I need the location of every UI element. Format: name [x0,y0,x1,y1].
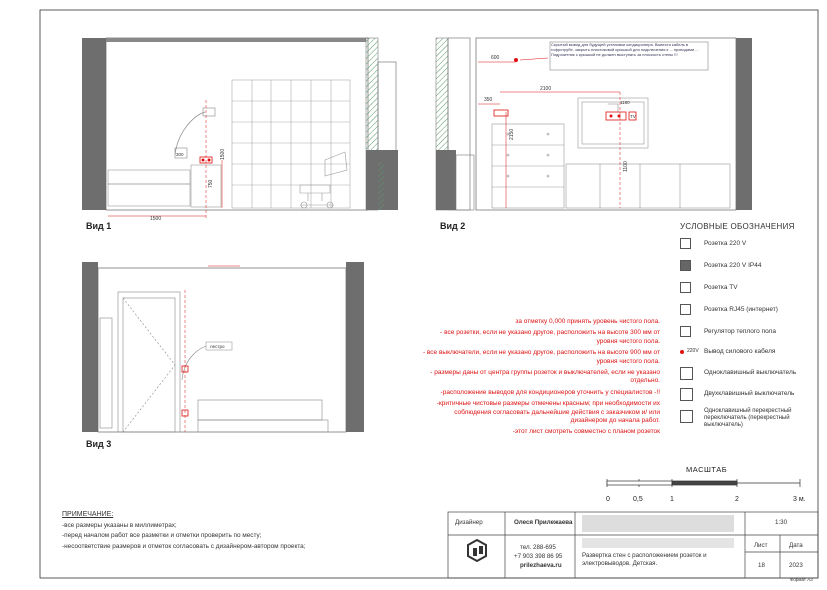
redacted-field-2 [582,538,734,548]
v2-dim-600: 600 [491,55,500,61]
cross-switch-icon [680,410,693,423]
tb-phone: тел. 288-695 [520,544,556,551]
view-1-label: Вид 1 [86,221,112,231]
scale-tick-label: 2 [735,496,739,503]
legend-label: Одноклавишный выключатель [704,369,797,376]
legend-item [676,238,826,252]
single-switch-icon [680,367,693,380]
legend-label: Розетка 220 V IP44 [704,262,762,269]
tb-year: 2023 [789,562,803,569]
tb-format: Формат А3 [790,577,813,582]
scale [604,465,814,510]
view-3-label: Вид 3 [86,439,112,449]
view-1-drawing [82,38,398,218]
v1-wall-left [82,38,106,210]
legend-label: Розетка TV [704,284,738,291]
red-note-line: - размеры даны от центра группы розеток и выключателей, если не указано отдельно. [430,369,660,385]
legend-item [676,346,826,360]
tb-date-label: Дата [789,542,803,549]
tb-sheet-label: Лист [754,542,768,549]
red-note-line: -этот лист смотреть совместно с планом розеток [512,428,660,436]
v2-callout: Скрытый вывод для будущей установки кондиционера. Вывести кабель в гофротрубе, закрыть пластиковой крышкой для подключения к ... проводами ... Подрозетник с крышкой не должен выступать за плоскость стены !!! [551,43,699,57]
double-switch-icon [680,388,693,401]
legend-label: Вывод силового кабеля [704,348,776,355]
tb-mobile: +7 903 398 86 95 [514,553,563,560]
tv-socket-icon [680,282,691,293]
legend-item [676,260,826,274]
note-line: -перед началом работ все разметки и отметки проверить по месту; [62,532,262,539]
redacted-field [582,515,734,532]
scale-tick-label: 3 м. [793,496,806,503]
v1-dim-width: 1500 [150,216,162,222]
legend-item [676,408,826,428]
legend-label: Розетка 220 V [704,240,747,247]
legend-label: Одноклавишный перекрестный переключатель (перекрестный выключатель) [704,408,792,428]
v1-dim-s1: 300 [176,152,184,157]
legend-item [676,282,826,296]
notes-header: ПРИМЕЧАНИЕ: [62,511,114,518]
legend-title: УСЛОВНЫЕ ОБОЗНАЧЕНИЯ [680,222,795,231]
red-note-line: -критичные чистовые размеры отмечены красным; при необходимости их соблюдения согласовать дальнейшие действия с заказчиком и/ или дизайнером до начала работ. [436,400,660,425]
tb-site: prilezhaeva.ru [520,562,562,569]
v2-dim-2150: 2150 [509,128,515,140]
legend-prefix: 220V [687,348,699,354]
red-notes [418,318,660,440]
scale-tick-label: 1 [670,496,674,503]
legend-item [676,326,826,340]
scale-tick-label: 0 [606,496,610,503]
tb-name: Олеся Прилежаева [514,519,573,526]
v2-dim-1100: 1100 [623,161,629,172]
v1-dim-h2: 750 [208,179,214,188]
scale-title: МАСШТАБ [686,465,728,474]
v2-dim-1180: 1180 [620,100,630,105]
power-cable-outlet-icon [680,350,684,354]
legend-label: Розетка RJ45 (интернет) [704,306,778,313]
scale-tick-label: 0,5 [633,496,643,503]
v2-label-tv: TV [630,114,636,119]
floor-heating-regulator-icon [680,326,691,337]
tb-sheet-number: 18 [758,562,765,569]
legend-label: Регулятор теплого пола [704,328,776,335]
rj45-socket-icon [680,304,691,315]
red-note-line: - все выключатели, если не указано другое, расположить на высоте 900 мм от уровня чистого пола. [422,349,660,365]
legend-item [676,388,826,402]
notes [62,510,306,552]
view-2-label: Вид 2 [440,221,466,231]
tb-sheet-title: Развертка стен с расположением розеток и электровыводов. Детская. [582,552,707,567]
note-line: -несоответствие размеров и отметок согласовать с дизайнером-автором проекта; [62,542,306,550]
v1-dim-h1: 1500 [220,148,226,160]
note-line: -все размеры указаны в миллиметрах; [62,521,177,529]
v3-label-lamp: лестро [210,344,225,349]
red-note-line: - все розетки, если не указано другое, расположить на высоте 300 мм от уровня чистого пола. [440,329,660,345]
socket-icon [680,238,691,249]
legend-item [676,367,826,381]
legend-item [676,304,826,318]
red-note-line: за отметку 0,000 принять уровень чистого пола. [515,318,660,325]
designer-logo-icon [468,540,486,561]
v2-dim-350: 350 [484,97,493,103]
red-note-line: -расположение выводов для кондиционеров уточнить у специалистов -!! [440,388,660,396]
tb-role: Дизайнер [455,519,483,526]
v2-dim-2100: 2100 [540,86,552,92]
legend-label: Двухклавишный выключатель [704,390,795,397]
socket-ip44-icon [680,260,691,271]
tb-scale-value: 1:30 [775,519,788,526]
